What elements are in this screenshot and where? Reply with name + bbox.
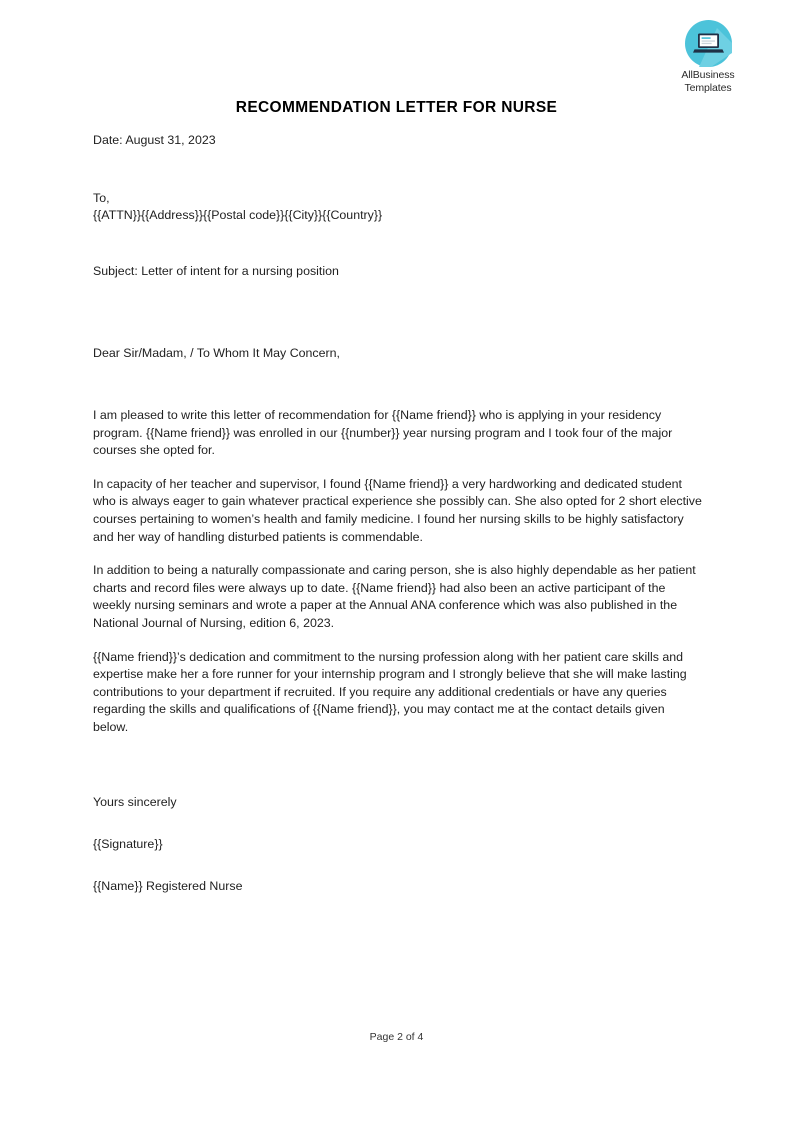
letter-body xyxy=(93,132,703,895)
signature-placeholder: {{Signature}} xyxy=(93,837,163,852)
date-line: Date: August 31, 2023 xyxy=(93,133,216,147)
spacer-body-to-closing xyxy=(93,752,703,794)
brand-logo xyxy=(660,20,756,94)
salutation: Dear Sir/Madam, / To Whom It May Concern, xyxy=(93,346,340,361)
brand-name xyxy=(660,69,756,94)
brand-name-line1: AllBusiness xyxy=(681,69,735,81)
recipient-address: {{ATTN}}{{Address}}{{Postal code}}{{City}}{{Country}} xyxy=(93,208,383,223)
subject-line: Subject: Letter of intent for a nursing position xyxy=(93,263,339,278)
page-footer: Page 2 of 4 xyxy=(369,1031,424,1043)
body-paragraph-2: In capacity of her teacher and supervisor, I found {{Name friend}} a very hardworking and dedicated student who is always eager to gain whatever practical experience she possibly can. She also opted for 2 short elective courses pertaining to women’s health and family medicine. I found her nursing skills to be highly satisfactory and her way of handling disturbed patients is commendable. xyxy=(93,476,702,544)
brand-name-line2: Templates xyxy=(684,81,732,94)
body-paragraph-1: I am pleased to write this letter of recommendation for {{Name friend}} who is applying in your residency program. {{Name friend}} was enrolled in our {{number}} year nursing program and I took four of the major courses she opted for. xyxy=(93,407,673,458)
signer-name: {{Name}} Registered Nurse xyxy=(93,878,243,893)
valediction: Yours sincerely xyxy=(93,795,177,810)
spacer-salutation-to-body xyxy=(93,363,703,407)
page-title: RECOMMENDATION LETTER FOR NURSE xyxy=(235,99,558,116)
recipient-to-label: To, xyxy=(93,190,110,205)
spacer-address-to-subject xyxy=(93,225,703,263)
laptop-in-circle-logo-icon xyxy=(685,20,732,67)
body-paragraph-3: In addition to being a naturally compassionate and caring person, she is also highly dependable as her patient charts and record files were always up to date. {{Name friend}} had also been an active participant of the weekly nursing seminars and wrote a paper at the Annual ANA conference which was also published in the National Journal of Nursing, edition 6, 2023. xyxy=(93,563,696,630)
body-paragraph-4: {{Name friend}}’s dedication and commitment to the nursing profession along with her patient care skills and expertise make her a fore runner for your internship program and I strongly believe that she will make lasting contributions to your department if recruited. If you require any additional credentials or have any queries regarding the skills and qualifications of {{Name friend}}, you may contact me at the contact details given below. xyxy=(93,649,687,734)
spacer-subject-to-salutation xyxy=(93,280,703,345)
spacer-date-to-address xyxy=(93,150,703,190)
